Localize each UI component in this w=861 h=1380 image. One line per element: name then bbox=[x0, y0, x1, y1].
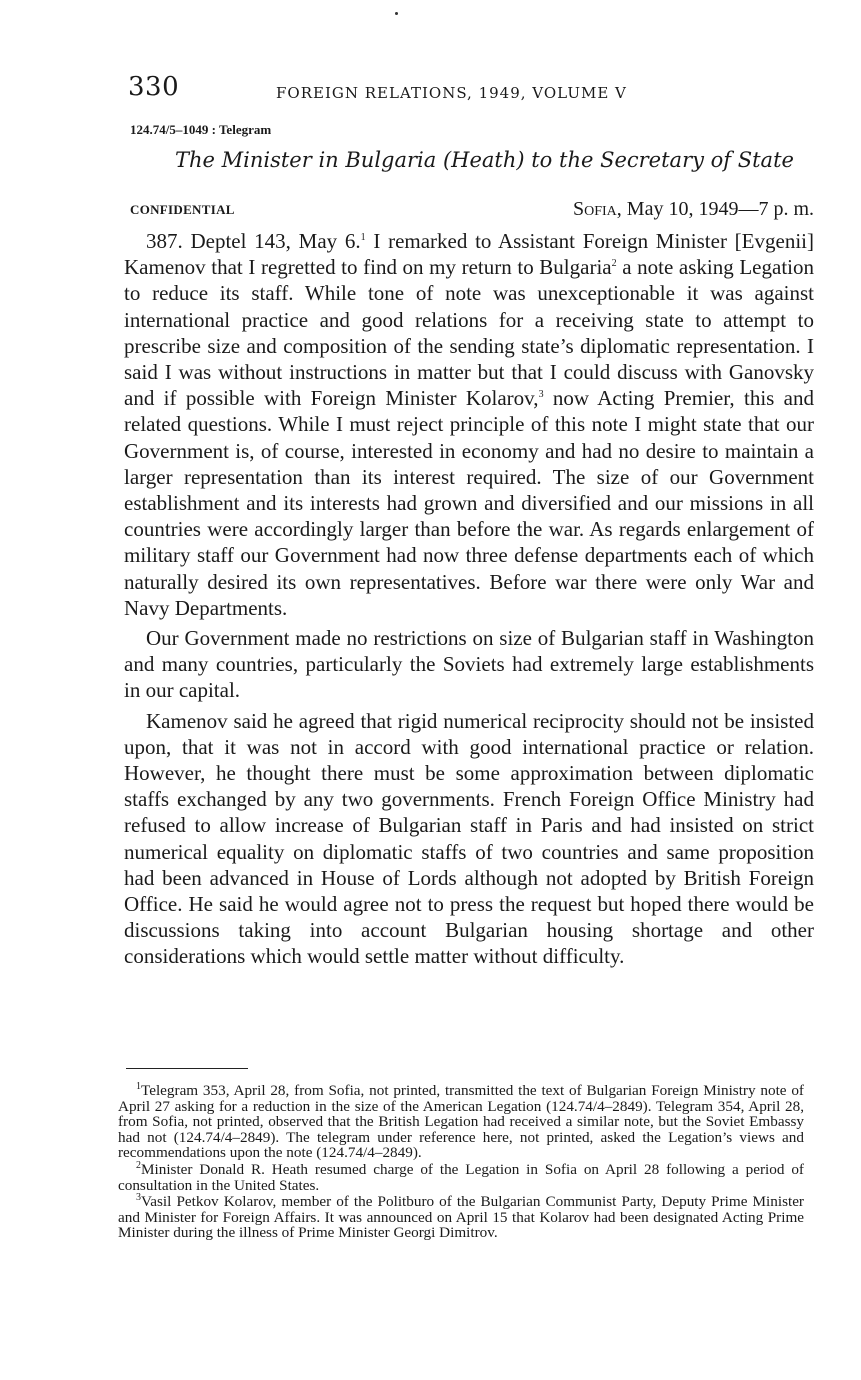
place: Sofia bbox=[572, 198, 617, 220]
paragraph-1-text-b: I remarked to Assistant Foreign Minister [Evgenii] Kamenov that I regretted to find on my return to Bulgaria bbox=[124, 229, 814, 280]
footnote-ref-3: 3 bbox=[538, 389, 544, 401]
paragraph-1-text-a: 387. Deptel 143, May 6. bbox=[146, 229, 361, 253]
file-reference: 124.74/5–1049 : Telegram bbox=[130, 122, 272, 137]
footnote-2 bbox=[118, 1159, 804, 1194]
footnote-ref-1: 1 bbox=[360, 232, 366, 243]
page-header bbox=[128, 72, 818, 106]
paragraph-2: Our Government made no restrictions on size of Bulgarian staff in Washington and many countries, particularly the Soviets had extremely large establishments in our capital. bbox=[124, 626, 814, 703]
place-date bbox=[573, 198, 814, 221]
classification-label: CONFIDENTIAL bbox=[130, 202, 235, 217]
paragraph-1-text-d: now Acting Premier, this and related questions. While I must reject principle of this note I might state that our Government is, of course, interested in economy and had no desire to maintain a larger representation than its interest required. The size of our Government establishment and its interests had grown and diversified and our missions in all countries were accordingly larger than before the war. As regards enlargement of military staff our Government had now three defense departments each of which naturally desired its own representatives. Before war there were only War and Navy Departments. bbox=[124, 386, 814, 620]
paragraph-1 bbox=[124, 228, 814, 621]
telegram-body bbox=[124, 228, 814, 970]
footnote-mark: 2 bbox=[136, 1159, 141, 1171]
paragraph-3: Kamenov said he agreed that rigid numerical reciprocity should not be insisted upon, that it was not in accord with good international practice or relation. However, he thought there must be some approximation between diplomatic staffs exchanged by any two governments. French Foreign Office Ministry had refused to allow increase of Bulgarian staff in Paris and had insisted on strict numerical equality on diplomatic staffs of two countries and same proposition had been advanced in House of Lords although not adopted by British Foreign Office. He said he would agree not to press the request but hoped there would be discussions taking into account Bulgarian housing shortage and other considerations which would settle matter without difficulty. bbox=[124, 708, 814, 969]
footnote-ref-2: 2 bbox=[611, 258, 617, 270]
footnote-1 bbox=[118, 1080, 804, 1162]
footnote-mark: 3 bbox=[136, 1192, 141, 1204]
date: , May 10, 1949—7 p. m. bbox=[616, 198, 814, 220]
print-speck bbox=[395, 12, 398, 15]
document-title: The Minister in Bulgaria (Heath) to the Secretary of State bbox=[175, 148, 794, 172]
footnotes bbox=[118, 1080, 804, 1242]
paragraph-1-text-c: a note asking Legation to reduce its staff. While tone of note was unexceptionable it was against international practice and good relations for a receiving state to attempt to prescribe size and composition of the sending state’s diplomatic representation. I said I was without instructions in matter but that I could discuss with Ganovsky and if possible with Foreign Minister Kolarov, bbox=[124, 255, 814, 411]
classification-row bbox=[130, 198, 814, 228]
footnote-divider bbox=[126, 1068, 248, 1069]
page-number: 330 bbox=[128, 72, 180, 102]
footnote-text: Minister Donald R. Heath resumed charge of the Legation in Sofia on April 28 following a period of consultation in the United States. bbox=[118, 1160, 804, 1194]
running-head: FOREIGN RELATIONS, 1949, VOLUME V bbox=[276, 84, 627, 102]
footnote-mark: 1 bbox=[136, 1080, 141, 1092]
footnote-text: Telegram 353, April 28, from Sofia, not printed, transmitted the text of Bulgarian Foreign Ministry note of April 27 asking for a reduction in the size of the American Legation (124.74/4–2849). Telegram 354, April 28, from Sofia, not printed, observed that the British Legation had received a similar note, but the Soviet Embassy had not (124.74/4–2849). The telegram under reference here, not printed, asked the Legation’s views and recommendations upon the note (124.74/4–2849). bbox=[118, 1082, 804, 1162]
footnote-text: Vasil Petkov Kolarov, member of the Politburo of the Bulgarian Communist Party, Deputy Prime Minister and Minister for Foreign Affairs. It was announced on April 15 that Kolarov had been designated Acting Prime Minister during the illness of Prime Minister Georgi Dimitrov. bbox=[118, 1193, 804, 1242]
footnote-3 bbox=[118, 1194, 804, 1241]
